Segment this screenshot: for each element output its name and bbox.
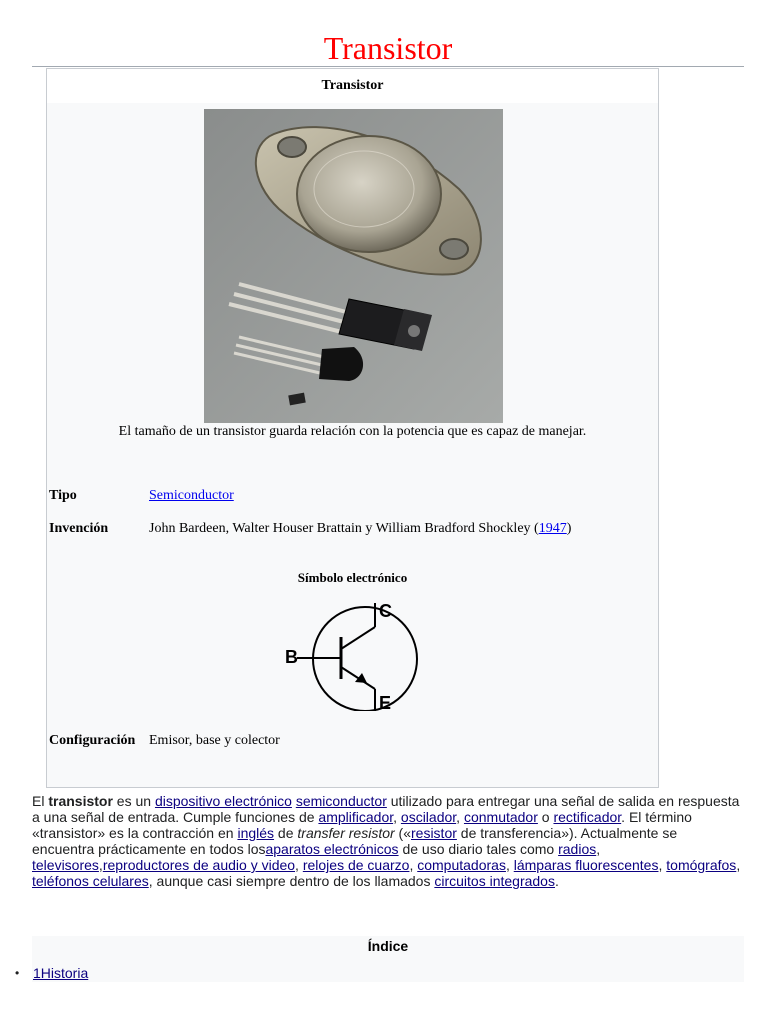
inline-link[interactable]: radios bbox=[558, 841, 597, 857]
row-label-invencion: Invención bbox=[49, 521, 109, 536]
table-of-contents bbox=[15, 936, 744, 982]
infobox bbox=[46, 68, 659, 788]
row-label-tipo: Tipo bbox=[49, 488, 77, 503]
paragraph-text: (« bbox=[394, 825, 411, 841]
inline-link[interactable]: lámparas fluorescentes bbox=[513, 857, 659, 873]
intro-paragraph bbox=[32, 793, 742, 889]
inline-link[interactable]: teléfonos celulares bbox=[32, 873, 149, 889]
transistor-symbol-icon bbox=[283, 601, 423, 711]
row-value-tipo bbox=[149, 487, 234, 505]
inventors-suffix: ) bbox=[566, 521, 572, 536]
infobox-header: Transistor bbox=[47, 69, 658, 103]
transistors-photo bbox=[204, 109, 503, 423]
inline-link[interactable]: oscilador bbox=[400, 809, 457, 825]
inline-link[interactable]: reproductores de audio y video bbox=[102, 857, 296, 873]
bullet-icon: • bbox=[15, 966, 20, 980]
emitter-label: E bbox=[379, 693, 392, 711]
title-divider bbox=[32, 66, 744, 67]
base-label: B bbox=[285, 647, 298, 667]
infobox-caption: El tamaño de un transistor guarda relación con la potencia que es capaz de manejar. bbox=[118, 424, 587, 439]
paragraph-text: El bbox=[32, 793, 49, 809]
paragraph-text: . El término «transistor» es la contracción en bbox=[32, 809, 692, 841]
paragraph-text: de uso diario tales como bbox=[398, 841, 559, 857]
inline-link[interactable]: resistor bbox=[411, 825, 457, 841]
paragraph-text: , bbox=[98, 857, 103, 873]
paragraph-text: , bbox=[456, 809, 464, 825]
inline-link[interactable]: conmutador bbox=[463, 809, 538, 825]
inline-link[interactable]: rectificador bbox=[553, 809, 622, 825]
paragraph-text: , bbox=[736, 857, 741, 873]
paragraph-text: , aunque casi siempre dentro de los llamados bbox=[148, 873, 435, 889]
symbol-title: Símbolo electrónico bbox=[297, 570, 408, 585]
inline-link[interactable]: amplificador bbox=[318, 809, 394, 825]
inline-link[interactable]: aparatos electrónicos bbox=[265, 841, 399, 857]
row-value-invencion bbox=[149, 520, 571, 538]
paragraph-text: o bbox=[537, 809, 554, 825]
row-label-configuracion: Configuración bbox=[49, 733, 136, 748]
paragraph-text: , bbox=[409, 857, 418, 873]
inline-link[interactable]: televisores bbox=[32, 857, 99, 873]
inline-link[interactable]: relojes de cuarzo bbox=[302, 857, 410, 873]
inline-link[interactable]: inglés bbox=[237, 825, 275, 841]
row-value-configuracion: Emisor, base y colector bbox=[149, 733, 280, 748]
paragraph-text: es un bbox=[112, 793, 155, 809]
paragraph-text: . bbox=[554, 873, 559, 889]
paragraph-text: utilizado para entregar una señal de salida en respuesta a una señal de entrada. Cumple funciones de bbox=[32, 793, 740, 825]
inventors-text: John Bardeen, Walter Houser Brattain y William Bradford Shockley ( bbox=[149, 521, 539, 536]
italic-term: transfer resistor bbox=[297, 825, 395, 841]
inline-link[interactable]: dispositivo electrónico bbox=[154, 793, 292, 809]
semiconductor-link[interactable]: Semiconductor bbox=[149, 488, 234, 503]
inline-link[interactable]: tomógrafos bbox=[666, 857, 737, 873]
inline-link[interactable]: semiconductor bbox=[295, 793, 387, 809]
paragraph-text: de bbox=[274, 825, 298, 841]
collector-label: C bbox=[379, 601, 392, 621]
toc-item-historia[interactable]: 1Historia bbox=[33, 965, 89, 981]
paragraph-text: , bbox=[658, 857, 667, 873]
page-title: Transistor bbox=[323, 30, 453, 66]
toc-title: Índice bbox=[367, 938, 409, 954]
paragraph-text: , bbox=[596, 841, 601, 857]
paragraph-text: , bbox=[295, 857, 303, 873]
year-link[interactable]: 1947 bbox=[538, 521, 567, 536]
paragraph-text: , bbox=[393, 809, 401, 825]
paragraph-text: , bbox=[505, 857, 514, 873]
paragraph-text: de transferencia»). Actualmente se encuentra prácticamente en todos los bbox=[32, 825, 678, 857]
bold-term: transistor bbox=[48, 793, 113, 809]
inline-link[interactable]: circuitos integrados bbox=[434, 873, 555, 889]
inline-link[interactable]: computadoras bbox=[417, 857, 506, 873]
